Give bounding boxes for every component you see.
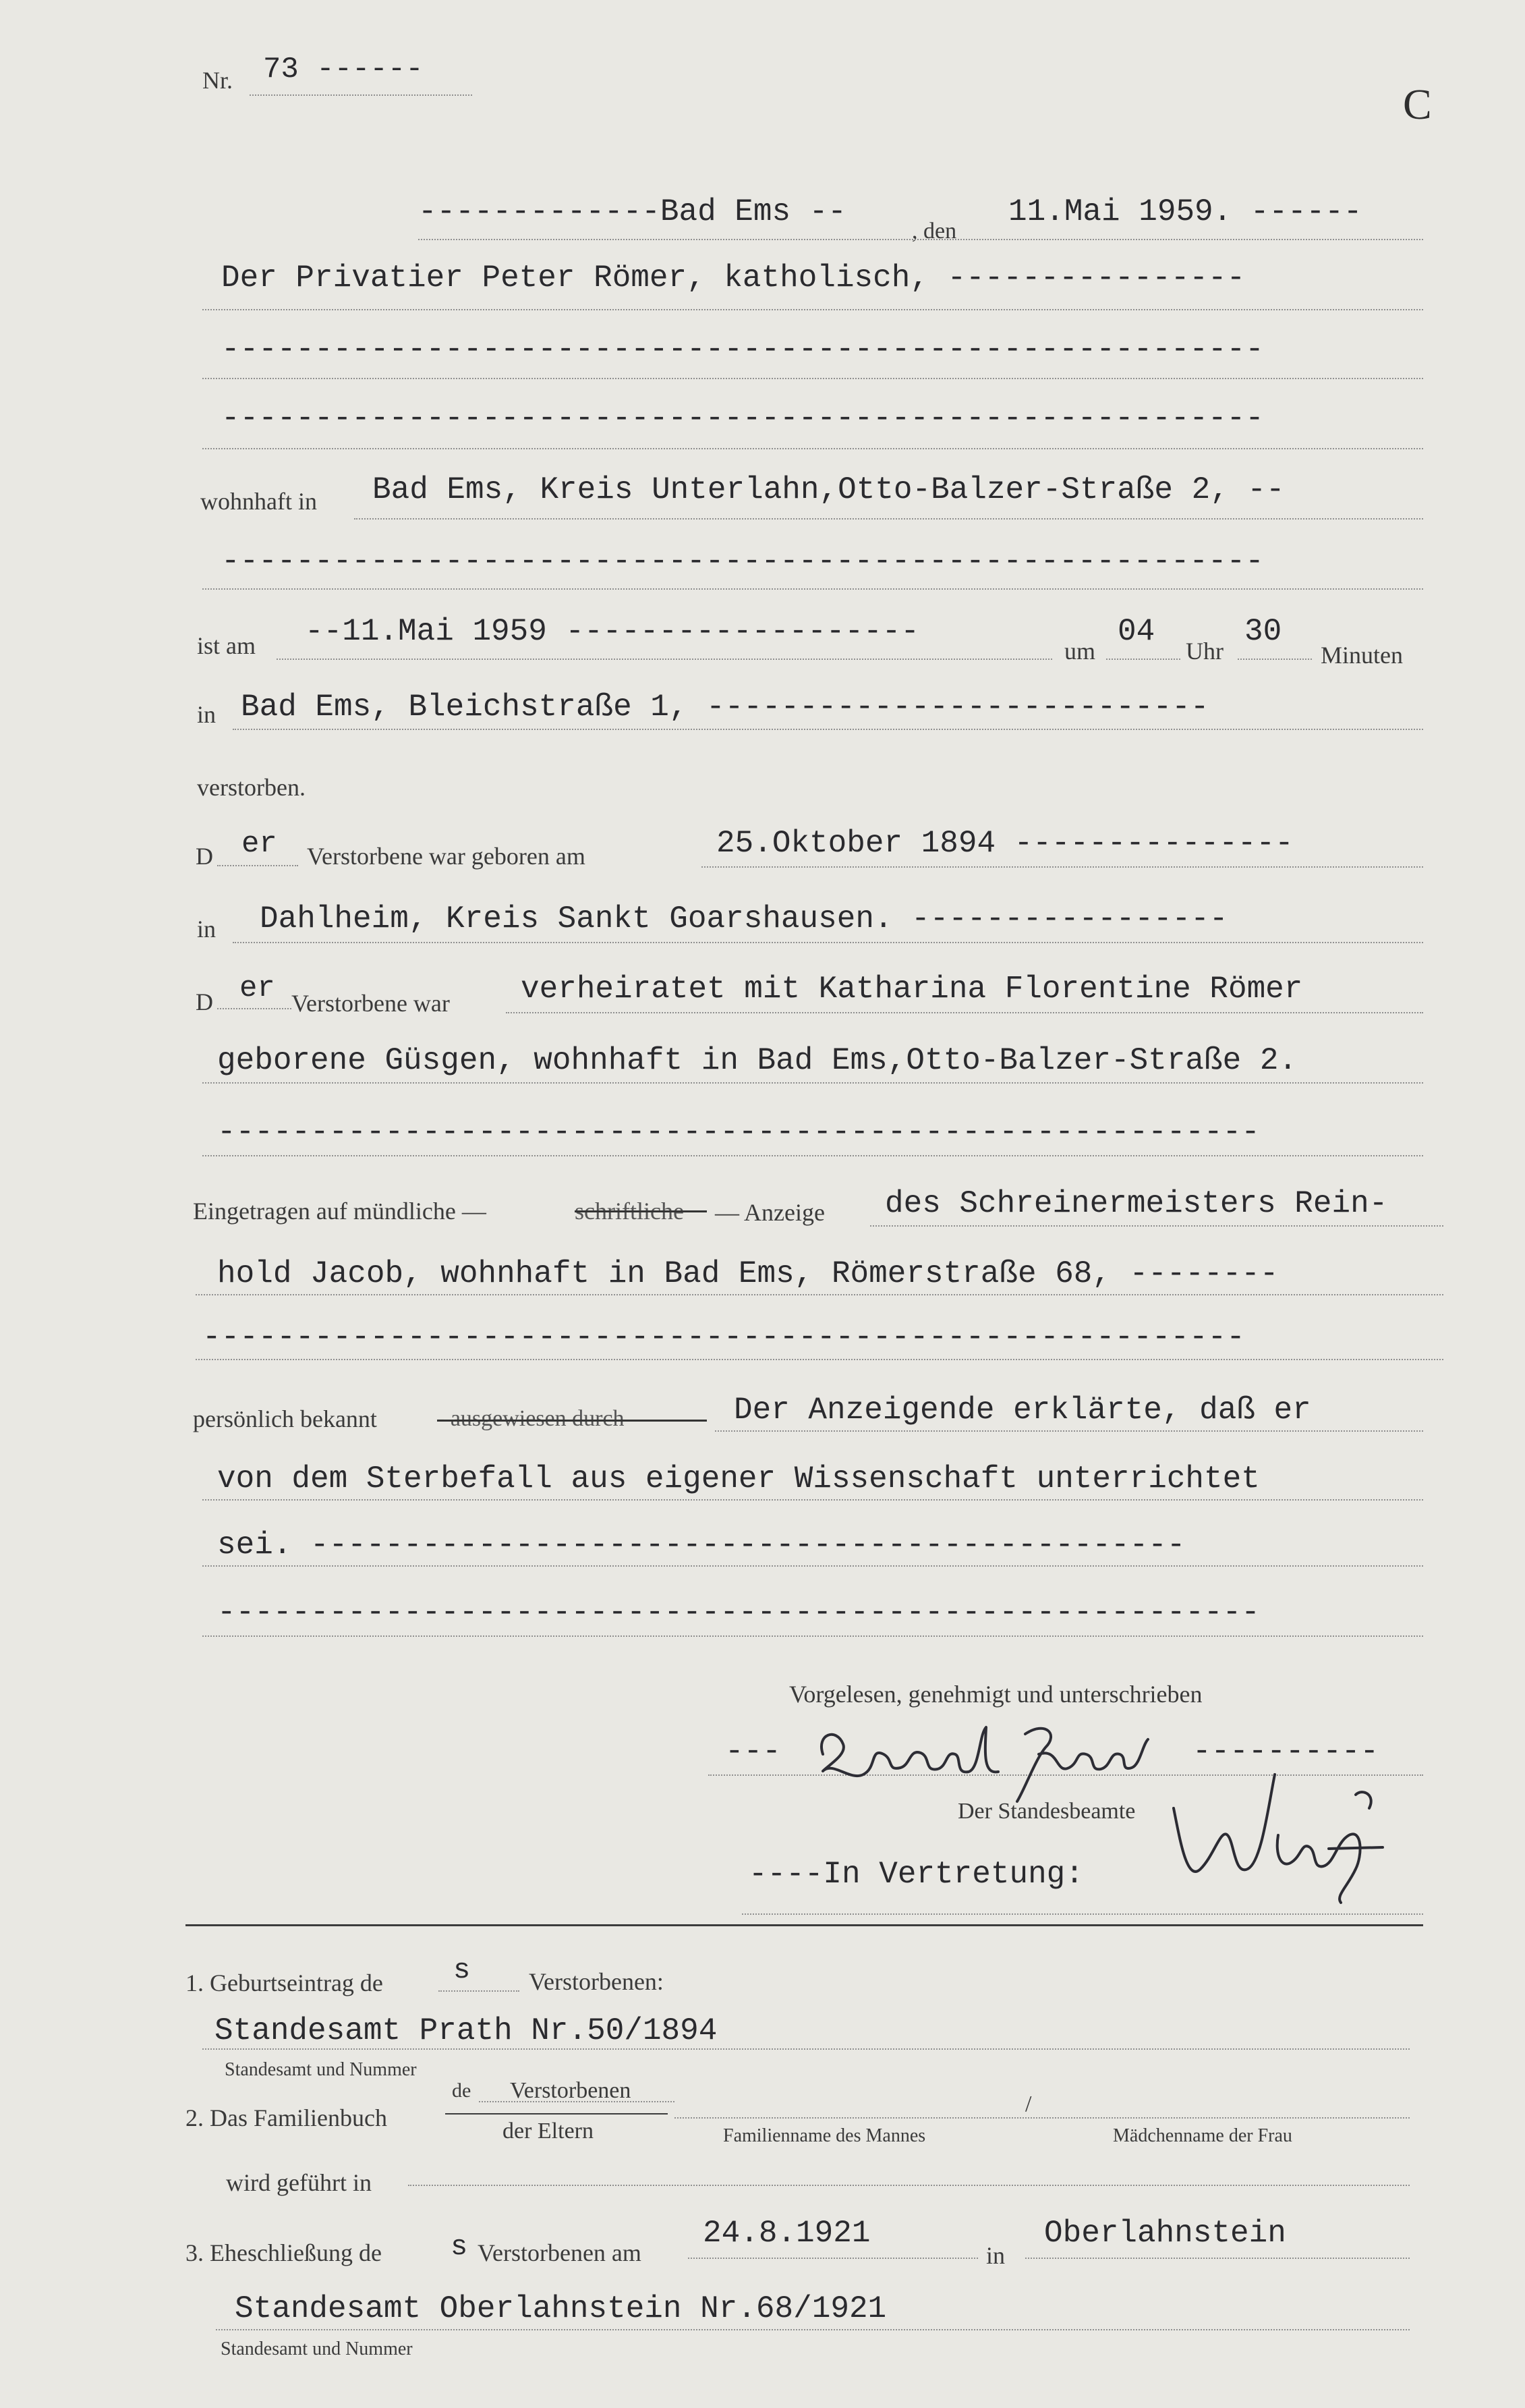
register-number: 73 ------ bbox=[263, 53, 424, 86]
informant-signature-image bbox=[803, 1707, 1153, 1808]
marriage-date-underline bbox=[688, 2258, 978, 2259]
record-date: 11.Mai 1959. ------ bbox=[1008, 194, 1362, 229]
corner-letter: C bbox=[1403, 80, 1432, 128]
maedchenname-label: Mädchenname der Frau bbox=[1113, 2125, 1292, 2146]
filler-line-3: -------------------------------------------------------- bbox=[221, 544, 1264, 579]
item2-names-line bbox=[674, 2117, 1410, 2119]
item3-value: Standesamt Oberlahnstein Nr.68/1921 bbox=[235, 2291, 887, 2326]
marital-underline-1 bbox=[506, 1012, 1423, 1013]
item2-de: de bbox=[452, 2079, 471, 2102]
filler-underline-2 bbox=[202, 448, 1423, 449]
item2-fraction-bar bbox=[445, 2113, 668, 2115]
filler-underline-1 bbox=[202, 378, 1423, 379]
d-suffix-2-underline bbox=[217, 1008, 291, 1009]
deceased-line: Der Privatier Peter Römer, katholisch, ---------------- bbox=[221, 260, 1246, 296]
informant-dashes-right: ---------- bbox=[1192, 1734, 1379, 1769]
statement-line-2: von dem Sterbefall aus eigener Wissenschaft unterrichtet bbox=[217, 1461, 1260, 1496]
wird-gefuehrt-label: wird geführt in bbox=[226, 2169, 372, 2196]
ist-am-label: ist am bbox=[197, 632, 256, 659]
slash: / bbox=[1025, 2092, 1032, 2117]
vertretung-text: ----In Vertretung: bbox=[749, 1857, 1084, 1892]
statement-underline-2 bbox=[202, 1499, 1423, 1501]
in-label-2: in bbox=[197, 916, 217, 943]
nr-label: Nr. bbox=[202, 67, 233, 94]
item1-value: Standesamt Prath Nr.50/1894 bbox=[214, 2013, 718, 2048]
d-label: D bbox=[196, 843, 213, 870]
anzeige-label: — Anzeige bbox=[715, 1199, 825, 1226]
item1-suffix: s bbox=[453, 1954, 471, 1986]
familienname-label: Familienname des Mannes bbox=[723, 2125, 926, 2146]
section-divider bbox=[185, 1924, 1423, 1926]
statement-line-1: Der Anzeigende erklärte, daß er bbox=[734, 1393, 1311, 1428]
marital-line-2: geborene Güsgen, wohnhaft in Bad Ems,Otto-Balzer-Straße 2. bbox=[217, 1043, 1298, 1078]
item1-underline bbox=[202, 2048, 1410, 2050]
den-label: , den bbox=[912, 219, 957, 244]
marital-underline-2 bbox=[202, 1082, 1423, 1084]
in-label: in bbox=[197, 701, 217, 728]
filler-underline-6 bbox=[202, 1635, 1423, 1637]
verstorben-label: verstorben. bbox=[197, 774, 306, 801]
birth-place-underline bbox=[233, 942, 1423, 943]
informant-underline-1 bbox=[870, 1225, 1443, 1227]
standesamt-nummer-label-2: Standesamt und Nummer bbox=[221, 2339, 413, 2359]
death-place-underline bbox=[233, 729, 1423, 730]
standesbeamte-label: Der Standesbeamte bbox=[958, 1799, 1136, 1824]
deceased-underline bbox=[202, 309, 1423, 310]
informant-line-2: hold Jacob, wohnhaft in Bad Ems, Römerstraße 68, -------- bbox=[217, 1256, 1279, 1291]
filler-line-6: -------------------------------------------------------- bbox=[217, 1595, 1260, 1630]
death-place: Bad Ems, Bleichstraße 1, --------------------------- bbox=[241, 690, 1209, 725]
vorgelesen-label: Vorgelesen, genehmigt und unterschrieben bbox=[789, 1681, 1203, 1708]
informant-underline-2 bbox=[196, 1294, 1443, 1295]
wohnhaft-label: wohnhaft in bbox=[200, 488, 317, 515]
place-date-line bbox=[418, 239, 1423, 240]
filler-line-4: -------------------------------------------------------- bbox=[217, 1115, 1260, 1150]
verstorbene-war-label: Verstorbene war bbox=[291, 990, 450, 1017]
birth-date: 25.Oktober 1894 --------------- bbox=[716, 826, 1294, 861]
statement-underline-1 bbox=[715, 1430, 1423, 1432]
item2-verstorbenen: Verstorbenen bbox=[510, 2078, 631, 2103]
death-date: --11.Mai 1959 ------------------- bbox=[305, 614, 919, 649]
official-signature-line bbox=[742, 1913, 1423, 1915]
birth-place: Dahlheim, Kreis Sankt Goarshausen. ----------------- bbox=[260, 901, 1228, 936]
standesamt-nummer-label: Standesamt und Nummer bbox=[225, 2059, 417, 2080]
place-line: -------------Bad Ems -- bbox=[418, 194, 846, 229]
item1-label: 1. Geburtseintrag de bbox=[185, 1969, 383, 1996]
eingetragen-label: Eingetragen auf mündliche — bbox=[193, 1198, 486, 1225]
residence-underline bbox=[354, 518, 1423, 520]
marital-line-1: verheiratet mit Katharina Florentine Römer bbox=[521, 972, 1303, 1007]
item1-suffix-underline bbox=[438, 1990, 519, 1992]
item3-label-mid: Verstorbenen am bbox=[478, 2239, 641, 2266]
marriage-place: Oberlahnstein bbox=[1044, 2216, 1286, 2251]
marriage-date: 24.8.1921 bbox=[703, 2216, 871, 2251]
d-suffix: er bbox=[241, 827, 277, 861]
d-suffix-underline bbox=[217, 865, 298, 866]
struck-ausgewiesen: - ausgewiesen durch bbox=[437, 1406, 625, 1431]
minuten-label: Minuten bbox=[1321, 642, 1403, 669]
filler-underline-4 bbox=[202, 1155, 1423, 1156]
informant-dashes-left: --- bbox=[725, 1734, 781, 1769]
filler-line-1: -------------------------------------------------------- bbox=[221, 332, 1264, 367]
item3-in-label: in bbox=[986, 2242, 1006, 2269]
statement-underline-3 bbox=[202, 1565, 1423, 1567]
item2-label: 2. Das Familienbuch bbox=[185, 2104, 387, 2131]
register-number-line bbox=[250, 94, 472, 96]
struck-schriftliche: schriftliche bbox=[575, 1198, 684, 1225]
strikethrough-schriftliche bbox=[575, 1210, 707, 1212]
item2-de-underline bbox=[479, 2101, 674, 2102]
item2-eltern: der Eltern bbox=[502, 2119, 594, 2144]
informant-line-1: des Schreinermeisters Rein- bbox=[885, 1186, 1388, 1221]
minutes-underline bbox=[1238, 659, 1312, 660]
bekannt-label: persönlich bekannt bbox=[193, 1405, 377, 1432]
d-label-2: D bbox=[196, 988, 213, 1015]
item3-suffix: s bbox=[451, 2231, 468, 2263]
filler-underline-5 bbox=[196, 1359, 1443, 1360]
official-signature-image bbox=[1160, 1768, 1403, 1909]
statement-line-3: sei. ----------------------------------------------- bbox=[217, 1528, 1186, 1563]
hour-underline bbox=[1106, 659, 1180, 660]
death-date-underline bbox=[277, 659, 1052, 660]
marriage-place-underline bbox=[1025, 2258, 1410, 2259]
item3-label: 3. Eheschließung de bbox=[185, 2239, 382, 2266]
filler-underline-3 bbox=[202, 588, 1423, 590]
filler-line-5: -------------------------------------------------------- bbox=[202, 1320, 1245, 1355]
d-suffix-2: er bbox=[239, 972, 275, 1005]
birth-date-underline bbox=[701, 866, 1423, 868]
wird-gefuehrt-underline bbox=[408, 2185, 1410, 2186]
strikethrough-ausgewiesen bbox=[437, 1420, 707, 1422]
uhr-label: Uhr bbox=[1186, 638, 1224, 665]
filler-line-2: -------------------------------------------------------- bbox=[221, 401, 1264, 436]
death-minutes: 30 bbox=[1244, 614, 1282, 649]
item3-underline bbox=[216, 2329, 1410, 2330]
residence: Bad Ems, Kreis Unterlahn,Otto-Balzer-Straße 2, -- bbox=[372, 472, 1285, 507]
um-label: um bbox=[1064, 638, 1096, 665]
geboren-label: Verstorbene war geboren am bbox=[307, 843, 585, 870]
item1-label-end: Verstorbenen: bbox=[529, 1968, 664, 1995]
death-hour: 04 bbox=[1118, 614, 1155, 649]
